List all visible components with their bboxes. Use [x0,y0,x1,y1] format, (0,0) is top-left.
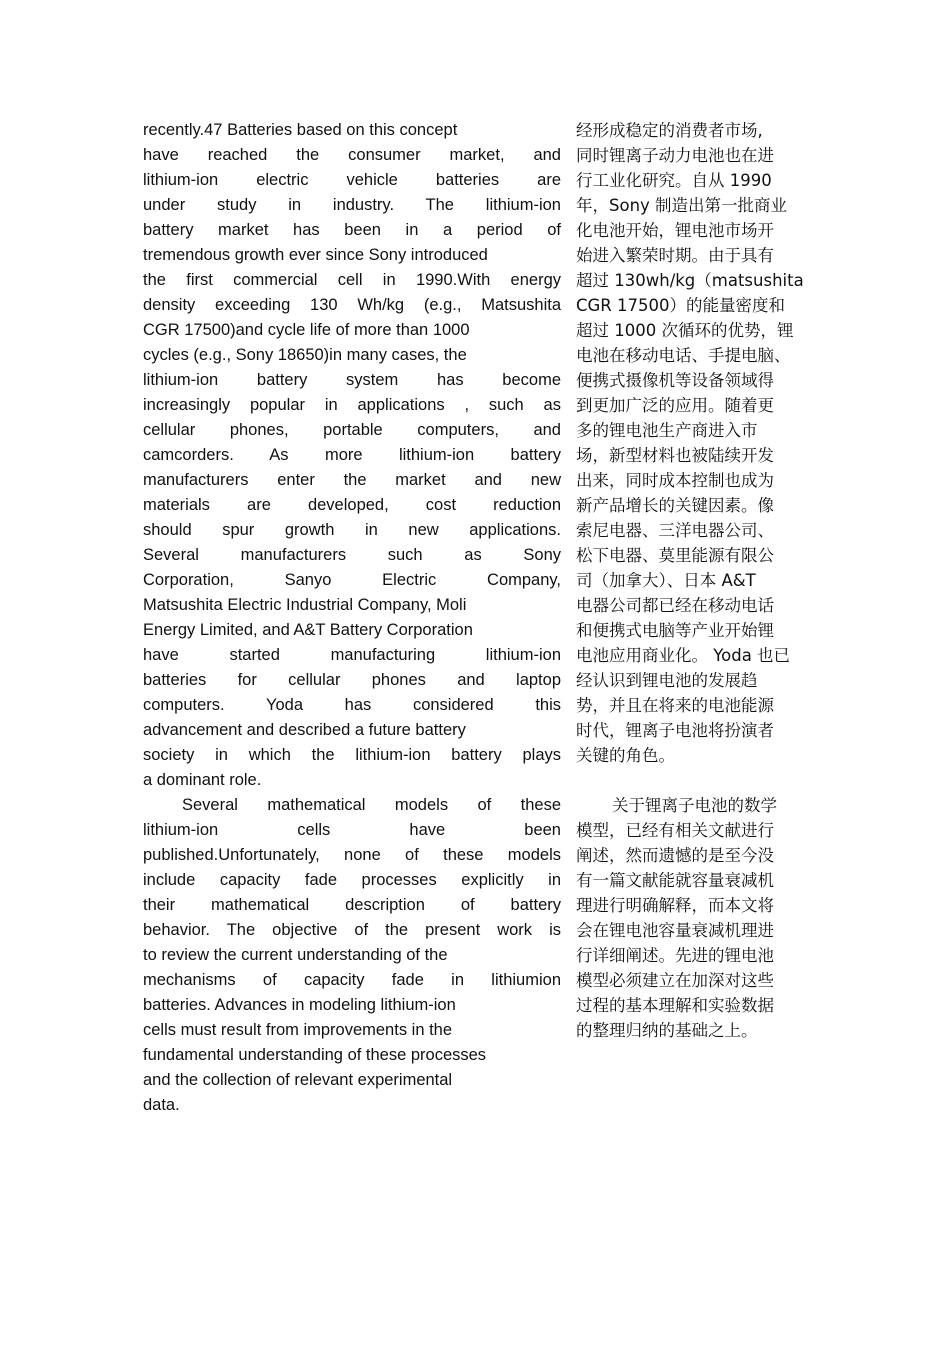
text-line: should spur growth in new applications. [143,521,561,539]
text-line: batteries for cellular phones and laptop [143,671,561,689]
text-line: manufacturers enter the market and new [143,471,561,489]
text-line: include capacity fade processes explicitly in [143,871,561,889]
text-line: 电池在移动电话、手提电脑、 [576,346,791,365]
text-line: 关于锂离子电池的数学 [612,796,777,815]
text-line: 索尼电器、三洋电器公司、 [576,521,774,540]
text-line: Matsushita Electric Industrial Company, Moli [143,596,467,614]
text-line: CGR 17500）的能量密度和 [576,296,786,315]
text-line: 行详细阐述。先进的锂电池 [576,946,774,965]
blank-line [576,768,814,793]
text-line: cycles (e.g., Sony 18650)in many cases, the [143,346,467,364]
text-line: Energy Limited, and A&T Battery Corporation [143,621,473,639]
text-line: advancement and described a future battery [143,721,466,739]
text-line: 和便携式电脑等产业开始锂 [576,621,774,640]
text-line: have reached the consumer market, and [143,146,561,164]
text-line: mechanisms of capacity fade in lithiumion [143,971,561,989]
text-line: a dominant role. [143,771,262,789]
text-line: behavior. The objective of the present work is [143,921,561,939]
text-line: 势，并且在将来的电池能源 [576,696,774,715]
text-line: 会在锂电池容量衰减机理进 [576,921,774,940]
text-line: 便携式摄像机等设备领域得 [576,371,774,390]
text-line: lithium-ion cells have been [143,821,561,839]
text-line: data. [143,1096,180,1114]
text-line: 过程的基本理解和实验数据 [576,996,774,1015]
text-line: 司（加拿大）、日本 A&T [576,571,756,590]
text-line: the first commercial cell in 1990.With energy [143,271,561,289]
text-line: cells must result from improvements in the [143,1021,453,1039]
text-line: under study in industry. The lithium-ion [143,196,561,214]
text-line: 超过 1000 次循环的优势，锂 [576,321,794,340]
text-line: Several manufacturers such as Sony [143,546,561,564]
text-line: lithium-ion electric vehicle batteries are [143,171,561,189]
text-line: camcorders. As more lithium-ion battery [143,446,561,464]
english-column [143,118,561,1118]
text-line: recently.47 Batteries based on this concept [143,121,458,139]
text-line: 行工业化研究。自从 1990 [576,171,772,190]
text-line: 模型，已经有相关文献进行 [576,821,774,840]
text-line: increasingly popular in applications , such as [143,396,561,414]
text-line: 到更加广泛的应用。随着更 [576,396,774,415]
text-line: 理进行明确解释，而本文将 [576,896,774,915]
text-line: their mathematical description of battery [143,896,561,914]
text-line: 时代，锂离子电池将扮演者 [576,721,774,740]
text-line: published.Unfortunately, none of these models [143,846,561,864]
text-line: Corporation, Sanyo Electric Company, [143,571,561,589]
text-line: 模型必须建立在加深对这些 [576,971,774,990]
text-line: and the collection of relevant experimental [143,1071,453,1089]
text-line: 化电池开始，锂电池市场开 [576,221,774,240]
text-line: computers. Yoda has considered this [143,696,561,714]
text-line: 电池应用商业化。 Yoda 也已 [576,646,791,665]
text-line: 超过 130wh/kg（matsushita [576,271,804,290]
text-line: 的整理归纳的基础之上。 [576,1021,758,1040]
text-line: 有一篇文献能就容量衰减机 [576,871,774,890]
text-line: materials are developed, cost reduction [143,496,561,514]
text-line: tremendous growth ever since Sony introduced [143,246,488,264]
text-line: 年，Sony 制造出第一批商业 [576,196,788,215]
text-line: 新产品增长的关键因素。像 [576,496,774,515]
text-line: density exceeding 130 Wh/kg (e.g., Matsushita [143,296,561,314]
text-line: battery market has been in a period of [143,221,561,239]
text-line: 关键的角色。 [576,746,675,765]
text-line: 经形成稳定的消费者市场, [576,121,763,140]
text-line: 始进入繁荣时期。由于具有 [576,246,774,265]
text-line: lithium-ion battery system has become [143,371,561,389]
text-line: 多的锂电池生产商进入市 [576,421,758,440]
text-line: 经认识到锂电池的发展趋 [576,671,758,690]
text-line: cellular phones, portable computers, and [143,421,561,439]
text-line: to review the current understanding of the [143,946,448,964]
text-line: 场，新型材料也被陆续开发 [576,446,774,465]
text-line: fundamental understanding of these processes [143,1046,487,1064]
text-line: 松下电器、莫里能源有限公 [576,546,774,565]
text-line: 同时锂离子动力电池也在进 [576,146,774,165]
text-line: 阐述，然而遗憾的是至今没 [576,846,774,865]
chinese-column [576,118,814,1043]
text-line: batteries. Advances in modeling lithium-ion [143,996,456,1014]
text-line: society in which the lithium-ion battery plays [143,746,561,764]
text-line: CGR 17500)and cycle life of more than 1000 [143,321,470,339]
text-line: 出来，同时成本控制也成为 [576,471,774,490]
text-line: Several mathematical models of these [182,796,561,814]
text-line: 电器公司都已经在移动电话 [576,596,774,615]
text-line: have started manufacturing lithium-ion [143,646,561,664]
